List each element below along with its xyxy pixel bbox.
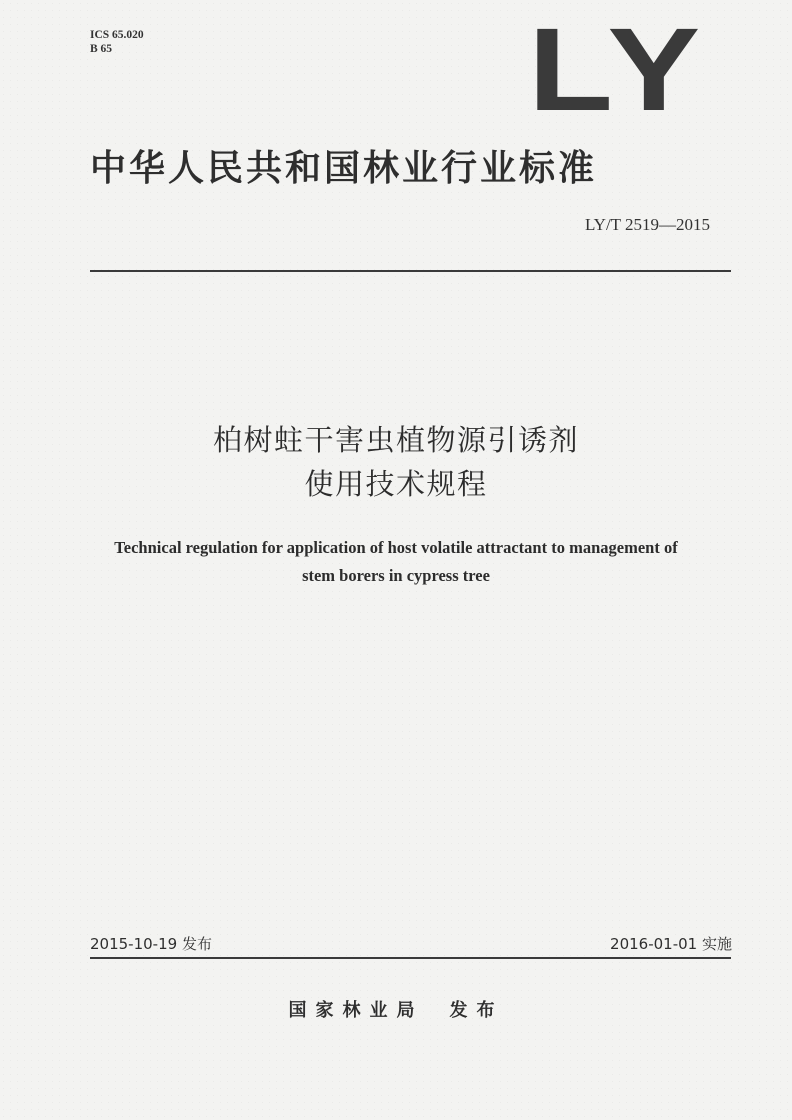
chinese-title xyxy=(0,418,792,506)
top-divider xyxy=(90,270,731,272)
english-title-line-1: Technical regulation for application of host volatile attractant to management of xyxy=(114,538,678,557)
bottom-divider xyxy=(90,957,731,959)
ics-code: ICS 65.020 xyxy=(90,29,144,41)
issue-date: 2015-10-19 发布 xyxy=(90,935,212,953)
issuer-line xyxy=(0,996,792,1022)
issuer-action: 发布 xyxy=(449,1000,504,1021)
english-title xyxy=(60,534,732,590)
chinese-title-line-1: 柏树蛀干害虫植物源引诱剂 xyxy=(212,423,579,457)
issuer-name: 国家林业局 xyxy=(288,1000,424,1021)
ly-logo: LY xyxy=(528,4,708,136)
chinese-title-line-2: 使用技术规程 xyxy=(304,467,488,501)
ccs-code: B 65 xyxy=(90,43,113,55)
classification-codes xyxy=(90,28,144,56)
standard-category-title: 中华人民共和国林业行业标准 xyxy=(90,148,598,189)
standard-code: LY/T 2519—2015 xyxy=(584,215,710,234)
english-title-line-2: stem borers in cypress tree xyxy=(302,566,490,585)
implementation-date: 2016-01-01 实施 xyxy=(610,935,732,953)
